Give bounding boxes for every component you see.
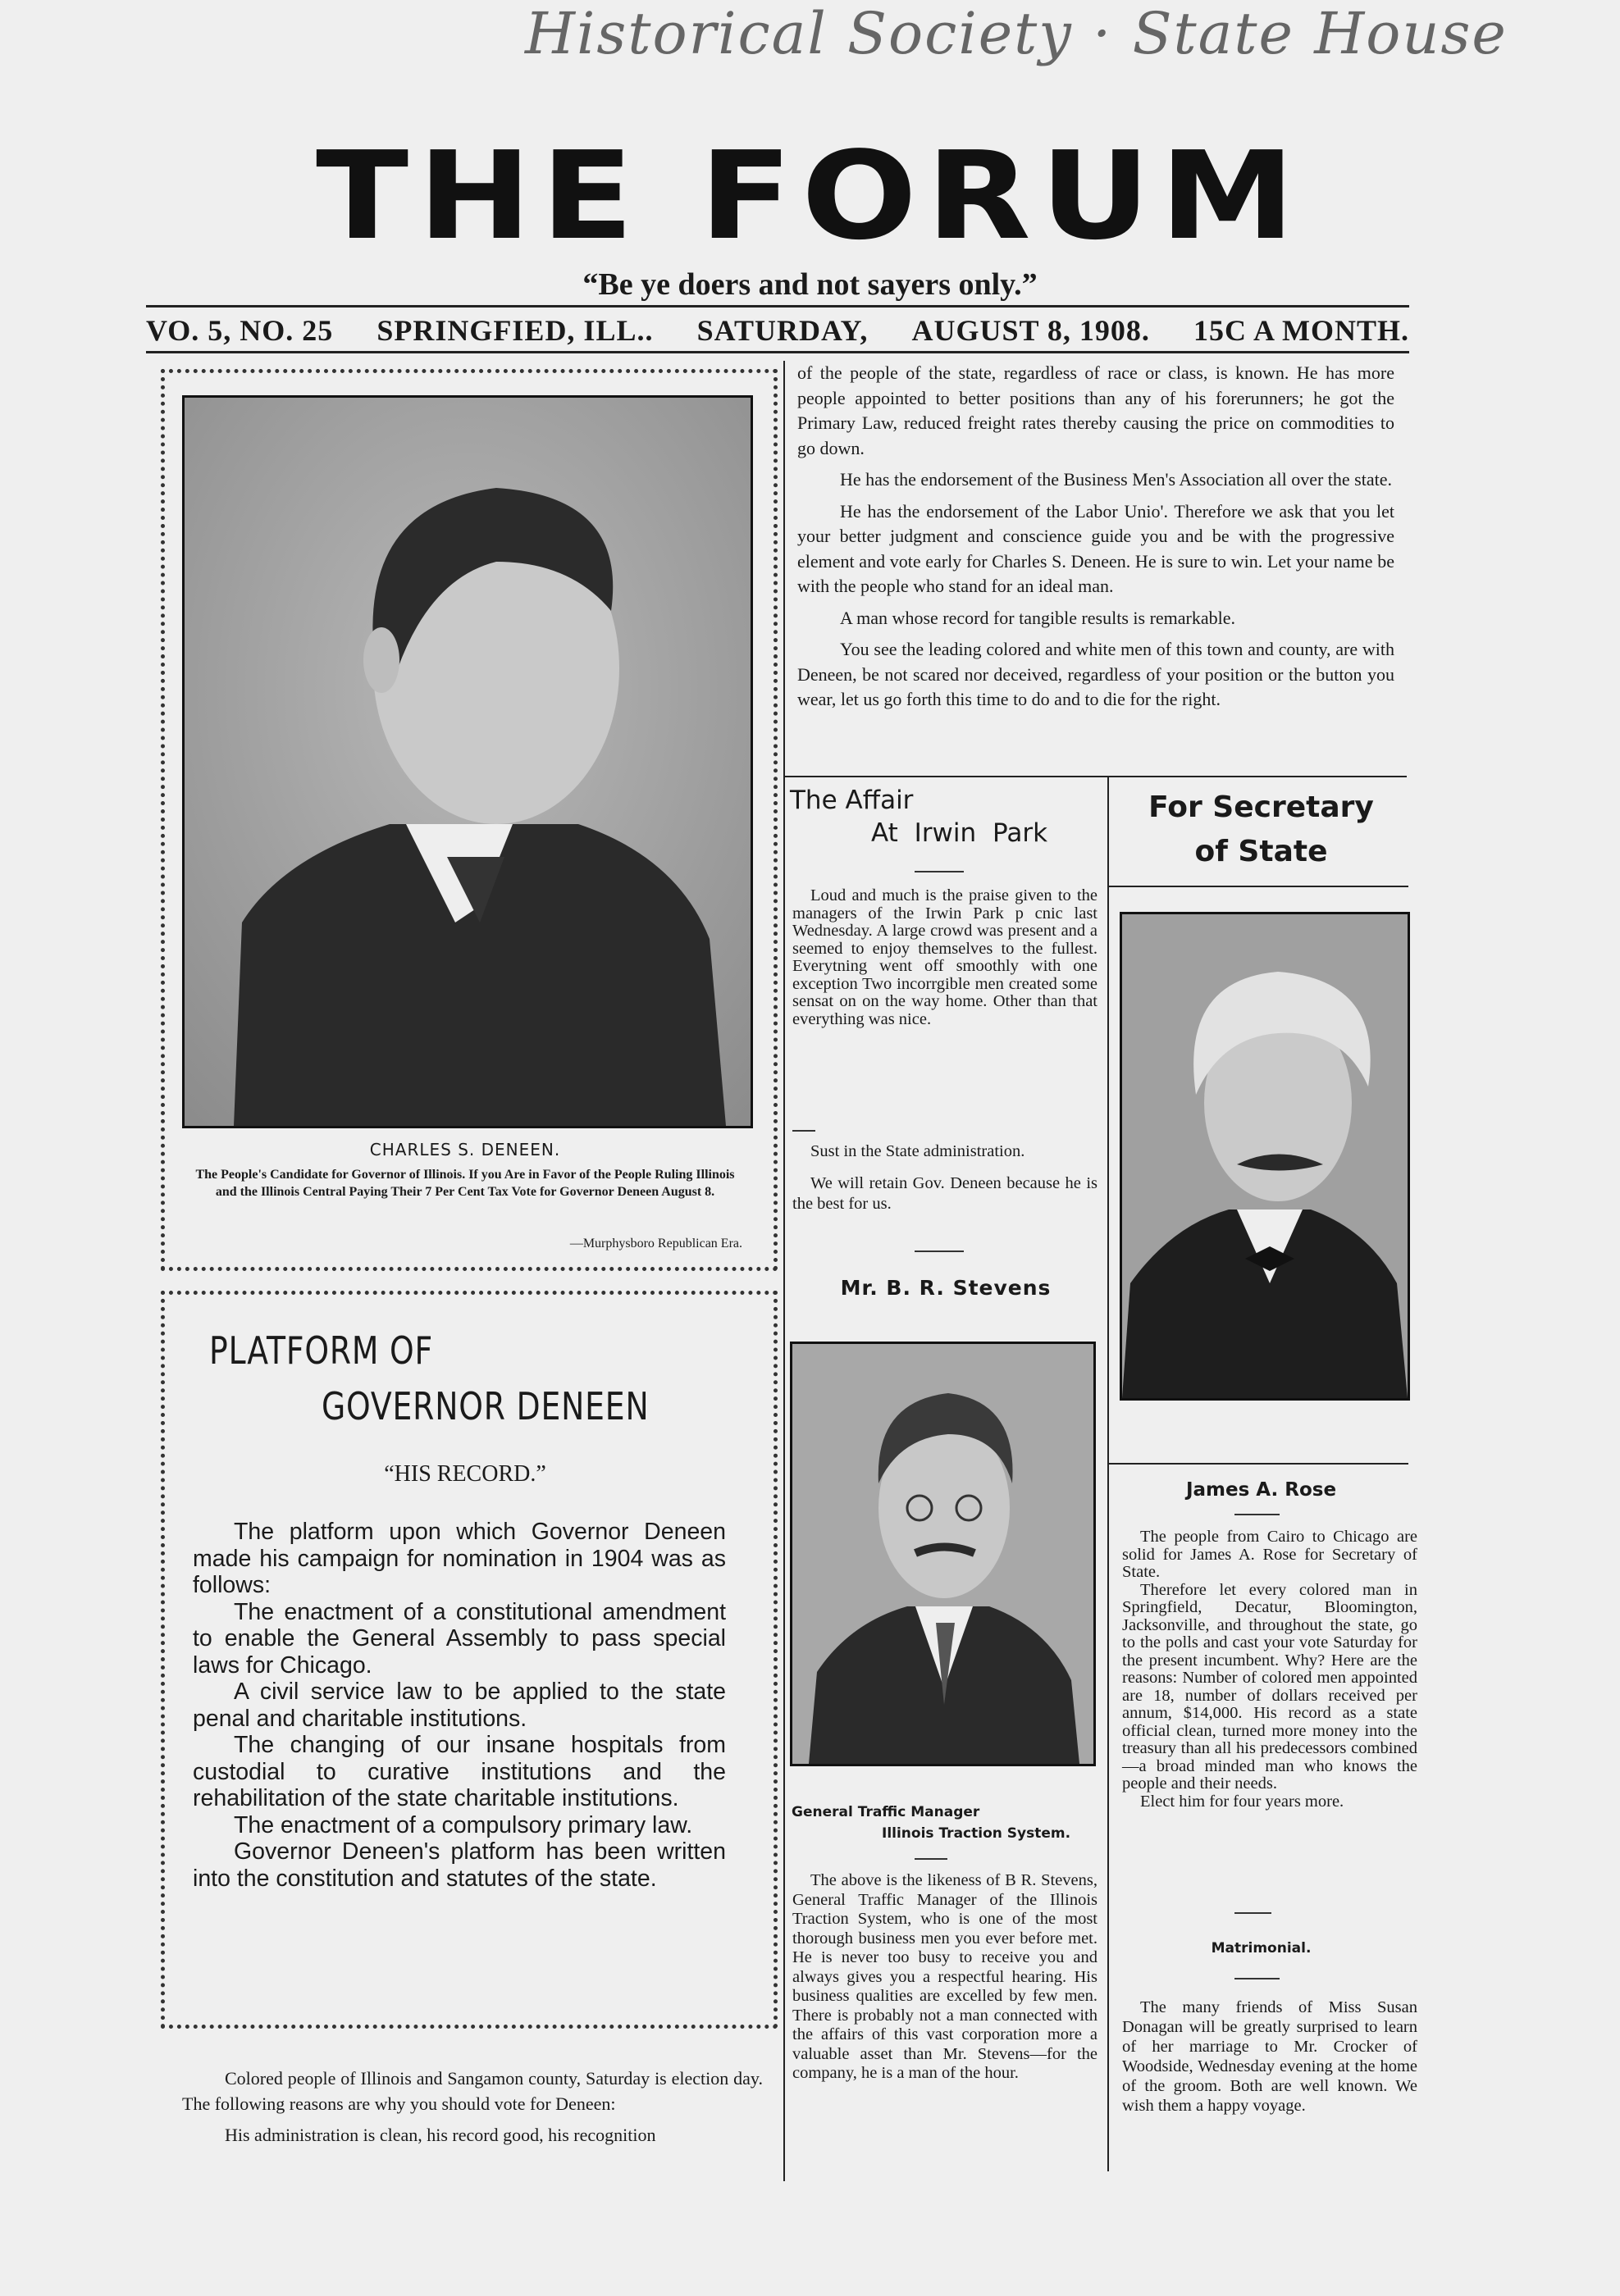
irwin-park-note: We will retain Gov. Deneen because he is the best for us. [792,1174,1097,1213]
stevens-caption-line1: General Traffic Manager [792,1804,980,1820]
deneen-caption-name: CHARLES S. DENEEN. [369,1140,561,1159]
dateline-date: AUGUST 8, 1908. [911,314,1150,347]
stevens-caption-rule [915,1858,947,1860]
secretary-paragraph: Elect him for four years more. [1140,1792,1344,1811]
masthead-title: THE FORUM [316,125,1304,266]
secretary-title-line2: of State [1194,835,1328,868]
irwin-park-note: Sust in the State administration. [810,1142,1025,1160]
deneen-caption-text: The People's Candidate for Governor of Illinois. If you Are in Favor of the People Ruling Illinois and the Illinois Central Paying Their 7 Per Cent Tax Vote for Governor Deneen August 8. [195,1168,735,1199]
election-paragraph: Colored people of Illinois and Sangamon county, Saturday is election day. The following reasons are why you should vote for Deneen: [182,2068,763,2114]
platform-paragraph: The changing of our insane hospitals from custodial to curative institutions and the rehabilitation of the state charitable institutions. [193,1732,726,1811]
matrimonial-heading: Matrimonial. [1211,1940,1312,1957]
secretary-paragraph: The people from Cairo to Chicago are solid for James A. Rose for Secretary of State. [1122,1528,1417,1581]
matrimonial-body [1122,1998,1417,2116]
secretary-title [1111,786,1411,874]
election-paragraph: He has the endorsement of the Business Men's Association all over the state. [840,469,1392,490]
rose-name: James A. Rose [1185,1479,1337,1501]
stevens-paragraph: The above is the likeness of B R. Stevens, General Traffic Manager of the Illinois Traction System, who is one of the most thorough business men you ever before met. He is never too busy to receive you and always gives you a respectful hearing. His business qualities are excelled by few men. There is probably not a man connected with the affairs of this vast corporation more a valuable asset than Mr. Stevens—for the company, he is a man of the hour. [792,1871,1097,2082]
platform-paragraph: The enactment of a constitutional amendment to enable the General Assembly to pass special laws for Chicago. [193,1598,726,1679]
irwin-park-title-line1: The Affair [790,786,914,815]
matrimonial-rule-top [1234,1912,1271,1914]
election-paragraph: He has the endorsement of the Labor Unio'. Therefore we ask that you let your better judgment and conscience guide you and be with the progressive element and vote early for Charles S. Deneen. He is sure to win. Let your name be with the people who stand for an ideal man. [797,500,1394,596]
election-article-continued [797,361,1394,713]
deneen-caption-source: —Murphysboro Republican Era. [569,1237,742,1250]
election-paragraph: You see the leading colored and white men of this town and county, are with Deneen, be not scared nor deceived, regardless of your position or the button you wear, let us go forth this time to do and to die for the right. [797,639,1394,709]
handwritten-archive-note: Historical Society · State House [525,0,1508,67]
irwin-park-notes [792,1141,1097,1214]
rose-name-rule [1234,1514,1280,1515]
matrimonial-rule [1234,1978,1280,1979]
dateline [146,313,1409,348]
dateline-place: SPRINGFIED, ILL.. [376,314,654,347]
rose-portrait [1120,912,1410,1401]
dateline-top-rule [146,305,1409,308]
secretary-paragraph: Therefore let every colored man in Springfield, Decatur, Bloomington, Jacksonville, and throughout the state, go to the polls and cast your vote Saturday for the present incumbent. Why? Here are the reasons: Number of colored men appointed are 18, number of dollars received per annum, $14,000. His record as a state official clean, turned more money into the treasury than all his predecessors combined—a broad minded man who knows the people and their needs. [1122,1580,1417,1793]
volume-number: VO. 5, NO. 25 [146,314,334,347]
column-rule-1 [783,361,785,2181]
platform-title-line2: GOVERNOR DENEEN [322,1384,650,1428]
stevens-body [792,1871,1097,2084]
platform-title-line1: PLATFORM OF [209,1328,434,1373]
dateline-bottom-rule [146,351,1409,353]
irwin-park-body [792,887,1097,1028]
secretary-body [1122,1528,1417,1811]
secretary-title-rule [1109,886,1408,887]
election-article-start [182,2066,763,2148]
section-rule [783,776,1407,777]
dateline-price: 15C A MONTH. [1193,314,1409,347]
election-paragraph: His administration is clean, his record good, his recognition [225,2125,656,2145]
platform-paragraph: The platform upon which Governor Deneen made his campaign for nomination in 1904 was as follows: [193,1519,726,1598]
secretary-title-line1: For Secretary [1148,790,1374,824]
irwin-park-note-rule [792,1130,815,1132]
column-rule-2 [1107,777,1109,2171]
platform-paragraph: Governor Deneen's platform has been written into the constitution and statutes of the state. [193,1838,726,1892]
platform-body [193,1519,726,1892]
irwin-park-title-line2: At Irwin Park [871,818,1048,848]
stevens-heading: Mr. B. R. Stevens [840,1276,1052,1300]
deneen-portrait [182,395,753,1128]
stevens-caption-line2: Illinois Traction System. [882,1825,1071,1842]
matrimonial-paragraph: The many friends of Miss Susan Donagan will be greatly surprised to learn of her marriage to Mr. Crocker of Woodside, Wednesday evening at the home of the groom. Both are well known. We wish them a happy voyage. [1122,1998,1417,2115]
platform-paragraph: The enactment of a compulsory primary law. [234,1811,693,1838]
election-paragraph: of the people of the state, regardless of race or class, is known. He has more people appointed to better positions than any of his forerunners; he got the Primary Law, reduced freight rates thereby causing the price on commodities to go down. [797,362,1394,458]
irwin-park-title-rule [915,871,964,872]
platform-subtitle: “HIS RECORD.” [384,1461,546,1487]
irwin-park-paragraph: Loud and much is the praise given to the managers of the Irwin Park p cnic last Wednesday. A large crowd was present and a seemed to enjoy themselves to the fullest. Everytning went off smoothly with one exception Two incorrgible men created some sensat on on the way home. Other than that everything was nice. [792,886,1097,1028]
stevens-heading-rule [915,1250,964,1252]
rose-photo-rule [1109,1463,1408,1465]
stevens-portrait [790,1342,1096,1766]
motto: “Be ye doers and not sayers only.” [582,267,1038,302]
dateline-day: SATURDAY, [696,314,869,347]
election-paragraph: A man whose record for tangible results is remarkable. [840,607,1236,628]
platform-paragraph: A civil service law to be applied to the state penal and charitable institutions. [193,1679,726,1732]
